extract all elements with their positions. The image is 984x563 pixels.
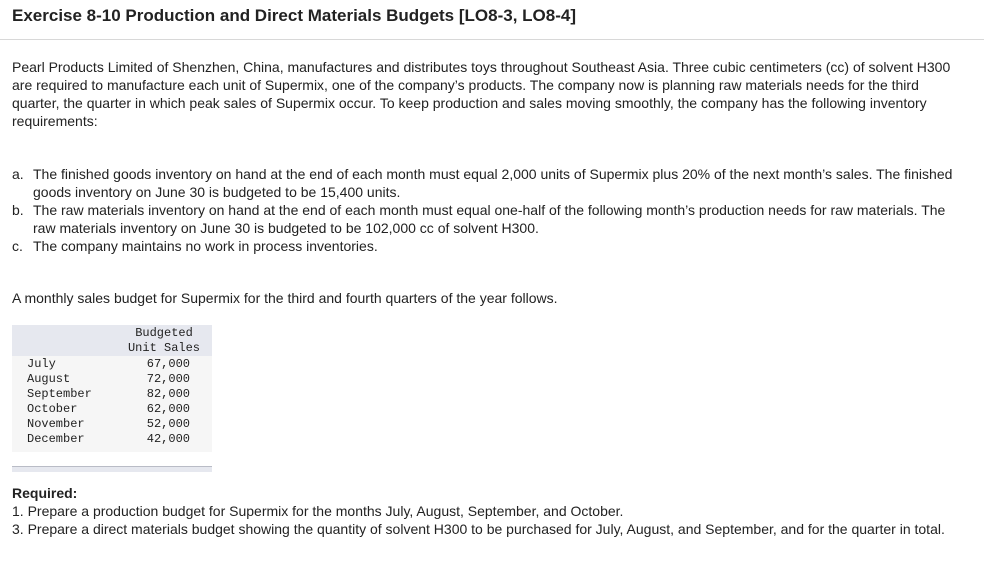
requirement-text: The finished goods inventory on hand at the end of each month must equal 2,000 units of Supermix plus 20% of the next month’s sales. The finished goods inventory on June 30 is budgeted to be 15,400 units. [33,166,953,200]
table-header [12,325,212,356]
month-cell: November [27,417,85,431]
month-cell: October [27,402,78,416]
units-cell: 67,000 [146,357,190,371]
units-cell: 82,000 [146,387,190,401]
column-header-line1: Budgeted [135,326,193,340]
table-row [12,432,212,447]
requirement-c [12,237,962,255]
required-item-3: 3. Prepare a direct materials budget showing the quantity of solvent H300 to be purchased for July, August, and September, and for the quarter in total. [12,521,945,537]
month-cell: August [27,372,71,386]
title-divider [0,39,984,40]
month-cell: December [27,432,85,446]
requirement-marker: c. [12,238,23,254]
sales-budget-table [12,325,212,472]
month-cell: July [27,357,56,371]
table-row [12,417,212,432]
table-row [12,372,212,387]
inventory-requirements-list [12,165,962,255]
requirement-text: The raw materials inventory on hand at the end of each month must equal one-half of the following month’s production needs for raw materials. The raw materials inventory on June 30 is budgeted to be 102,000 cc of solvent H300. [33,202,946,236]
table-row [12,357,212,372]
sales-budget-intro: A monthly sales budget for Supermix for the third and fourth quarters of the year follows. [12,290,558,306]
units-cell: 52,000 [146,417,190,431]
month-cell: September [27,387,92,401]
table-spacer [12,452,212,466]
requirement-text: The company maintains no work in process inventories. [33,238,378,254]
requirement-marker: b. [12,202,24,218]
intro-paragraph: Pearl Products Limited of Shenzhen, China, manufactures and distributes toys throughout Southeast Asia. Three cubic centimeters (cc) of solvent H300 are required to manufacture each unit of Supermix, one of the company’s products. The company now is planning raw materials needs for the third quarter, the quarter in which peak sales of Supermix occur. To keep production and sales moving smoothly, the company has the following inventory requirements: [12,59,951,129]
units-cell: 62,000 [146,402,190,416]
required-item-1: 1. Prepare a production budget for Supermix for the months July, August, September, and October. [12,503,624,519]
table-row [12,387,212,402]
exercise-title: Exercise 8-10 Production and Direct Materials Budgets [LO8-3, LO8-4] [12,6,576,25]
required-label: Required: [12,485,78,501]
table-row [12,402,212,417]
units-cell: 72,000 [146,372,190,386]
requirement-b [12,201,962,237]
table-body [12,356,212,452]
requirement-a [12,165,962,201]
column-header-line2: Unit Sales [127,341,200,355]
required-section [12,484,962,538]
requirement-marker: a. [12,166,24,182]
units-cell: 42,000 [146,432,190,446]
table-footer [12,466,212,472]
